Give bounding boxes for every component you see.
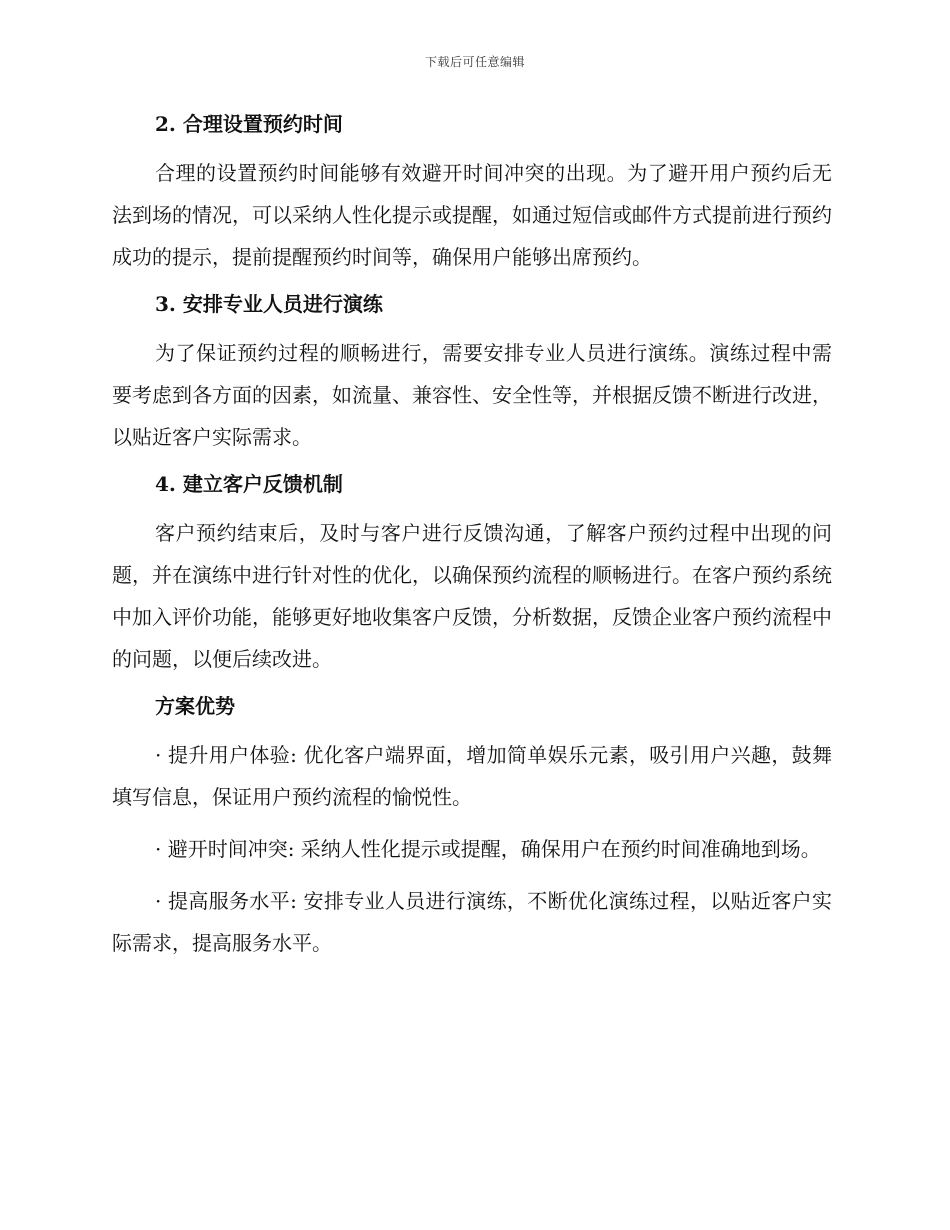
section-paragraph: 客户预约结束后，及时与客户进行反馈沟通，了解客户预约过程中出现的问题，并在演练中进行针对性的优化，以确保预约流程的顺畅进行。在客户预约系统中加入评价功能，能够更好地收集客户反馈，分析数据，反馈企业客户预约流程中的问题，以便后续改进。 [112, 521, 832, 671]
page-header: 下载后可任意编辑 [424, 55, 525, 69]
section-paragraph: 为了保证预约过程的顺畅进行，需要安排专业人员进行演练。演练过程中需要考虑到各方面的因素，如流量、兼容性、安全性等，并根据反馈不断进行改进，以贴近客户实际需求。 [112, 341, 832, 449]
section-3 [112, 290, 832, 458]
section-heading: 2. 合理设置预约时间 [155, 112, 343, 136]
advantages-section [112, 692, 832, 964]
advantage-item: · 提升用户体验: 优化客户端界面，增加简单娱乐元素，吸引用户兴趣，鼓舞填写信息，保证用户预约流程的愉悦性。 [112, 743, 832, 809]
section-2 [112, 110, 832, 278]
advantage-item: · 避开时间冲突: 采纳人性化提示或提醒，确保用户在预约时间准确地到场。 [155, 837, 821, 861]
advantages-heading: 方案优势 [155, 694, 235, 718]
advantage-item: · 提高服务水平: 安排专业人员进行演练，不断优化演练过程，以贴近客户实际需求，提高服务水平。 [112, 889, 832, 955]
document-body [112, 110, 832, 974]
section-heading: 3. 安排专业人员进行演练 [155, 292, 383, 316]
section-paragraph: 合理的设置预约时间能够有效避开时间冲突的出现。为了避开用户预约后无法到场的情况，可以采纳人性化提示或提醒，如通过短信或邮件方式提前进行预约成功的提示，提前提醒预约时间等，确保用户能够出席预约。 [112, 161, 832, 269]
section-4 [112, 470, 832, 680]
section-heading: 4. 建立客户反馈机制 [155, 472, 343, 496]
